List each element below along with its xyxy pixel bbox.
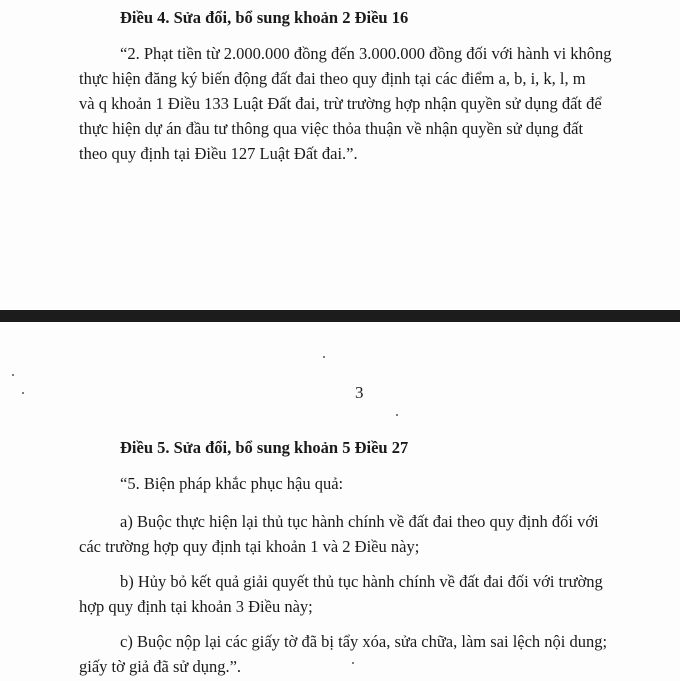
scan-speck: [323, 356, 325, 358]
article-4-line-5: theo quy định tại Điều 127 Luật Đất đai.”.: [79, 144, 358, 163]
article-5-heading: Điều 5. Sửa đổi, bổ sung khoản 5 Điều 27: [120, 438, 409, 457]
article-4-line-2: thực hiện đăng ký biến động đất đai theo quy định tại các điểm a, b, i, k, l, m: [79, 69, 586, 88]
scan-speck: [396, 414, 398, 416]
document-page-bottom: [0, 322, 680, 681]
article-5-item-a-line-1: a) Buộc thực hiện lại thủ tục hành chính về đất đai theo quy định đối với: [120, 512, 599, 531]
article-5-item-c-line-2: giấy tờ giả đã sử dụng.”.: [79, 657, 242, 676]
page-number: 3: [355, 383, 364, 402]
article-5-item-b-line-2: hợp quy định tại khoản 3 Điều này;: [79, 597, 313, 616]
scan-speck: [22, 392, 24, 394]
article-5-item-a-line-2: các trường hợp quy định tại khoản 1 và 2 Điều này;: [79, 537, 420, 556]
document-page-top: [0, 0, 680, 310]
article-4-line-3: và q khoản 1 Điều 133 Luật Đất đai, trừ trường hợp nhận quyền sử dụng đất để: [79, 94, 602, 113]
article-4-line-1: “2. Phạt tiền từ 2.000.000 đồng đến 3.000.000 đồng đối với hành vi không: [120, 44, 612, 63]
page-separator: [0, 310, 680, 322]
scan-speck: [12, 374, 14, 376]
scan-speck: [352, 662, 354, 664]
article-5-item-b-line-1: b) Hủy bỏ kết quả giải quyết thủ tục hành chính về đất đai đối với trường: [120, 572, 603, 591]
article-4-heading: Điều 4. Sửa đổi, bổ sung khoản 2 Điều 16: [120, 8, 409, 27]
article-5-intro: “5. Biện pháp khắc phục hậu quả:: [120, 474, 344, 493]
article-5-item-c-line-1: c) Buộc nộp lại các giấy tờ đã bị tẩy xóa, sửa chữa, làm sai lệch nội dung;: [120, 632, 608, 651]
article-4-line-4: thực hiện dự án đầu tư thông qua việc thỏa thuận về nhận quyền sử dụng đất: [79, 119, 584, 138]
